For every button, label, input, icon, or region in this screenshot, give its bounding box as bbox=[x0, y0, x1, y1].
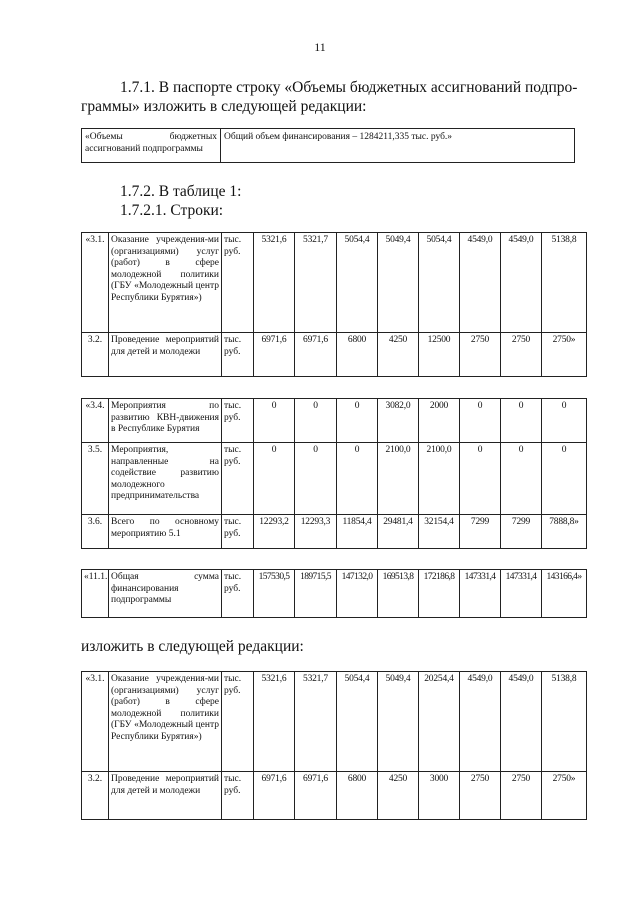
value-cell: 2000 bbox=[419, 399, 460, 443]
row-description: Мероприятия по развитию КВН-движения в Республике Бурятия bbox=[109, 399, 222, 443]
budget-table-d bbox=[81, 671, 587, 820]
row-description: Проведение мероприятий для детей и молодежи bbox=[109, 772, 222, 820]
budget-table-a bbox=[81, 232, 587, 377]
value-cell: 5054,4 bbox=[419, 233, 460, 333]
value-cell: 2750 bbox=[501, 333, 542, 377]
table-row bbox=[82, 515, 587, 549]
value-cell: 6971,6 bbox=[254, 772, 295, 820]
value-cell: 0 bbox=[460, 399, 501, 443]
table-row bbox=[82, 399, 587, 443]
value-cell: 5321,6 bbox=[254, 233, 295, 333]
value-cell: 5321,6 bbox=[254, 672, 295, 772]
value-cell: 20254,4 bbox=[419, 672, 460, 772]
page-number: 11 bbox=[314, 40, 326, 54]
row-unit: тыс. руб. bbox=[222, 570, 254, 618]
row-number: 3.6. bbox=[82, 515, 109, 549]
value-cell: 0 bbox=[337, 443, 378, 515]
value-cell: 5049,4 bbox=[378, 672, 419, 772]
value-cell: 29481,4 bbox=[378, 515, 419, 549]
value-cell: 0 bbox=[337, 399, 378, 443]
paragraph-new-edition: изложить в следующей редакции: bbox=[81, 638, 304, 655]
value-cell: 2750 bbox=[460, 772, 501, 820]
passport-right-cell: Общий объем финансирования – 1284211,335 тыс. руб.» bbox=[221, 129, 575, 163]
value-cell: 32154,4 bbox=[419, 515, 460, 549]
row-description: Проведение мероприятий для детей и молодежи bbox=[109, 333, 222, 377]
value-cell: 6971,6 bbox=[254, 333, 295, 377]
value-cell: 5138,8 bbox=[542, 672, 587, 772]
row-description: Оказание учреждения-ми (организациями) услуг (работ) в сфере молодежной политики (ГБУ «Молодежный центр Республики Бурятия») bbox=[109, 672, 222, 772]
paragraph-1-7-2: 1.7.2. В таблице 1: bbox=[120, 183, 242, 200]
value-cell: 5321,7 bbox=[295, 233, 337, 333]
value-cell: 4250 bbox=[378, 333, 419, 377]
value-cell: 6800 bbox=[337, 333, 378, 377]
row-unit: тыс. руб. bbox=[222, 672, 254, 772]
row-unit: тыс. руб. bbox=[222, 333, 254, 377]
row-number: 3.5. bbox=[82, 443, 109, 515]
budget-table-b bbox=[81, 398, 587, 549]
value-cell: 172186,8 bbox=[419, 570, 460, 618]
passport-table bbox=[81, 128, 575, 163]
value-cell: 2750» bbox=[542, 772, 587, 820]
value-cell: 189715,5 bbox=[295, 570, 337, 618]
value-cell: 3000 bbox=[419, 772, 460, 820]
value-cell: 2100,0 bbox=[419, 443, 460, 515]
table-row bbox=[82, 443, 587, 515]
value-cell: 2750» bbox=[542, 333, 587, 377]
row-description: Общая сумма финансирования подпрограммы bbox=[109, 570, 222, 618]
value-cell: 4549,0 bbox=[501, 233, 542, 333]
value-cell: 5054,4 bbox=[337, 672, 378, 772]
value-cell: 147331,4 bbox=[501, 570, 542, 618]
row-unit: тыс. руб. bbox=[222, 515, 254, 549]
value-cell: 4549,0 bbox=[501, 672, 542, 772]
value-cell: 2750 bbox=[501, 772, 542, 820]
value-cell: 2750 bbox=[460, 333, 501, 377]
value-cell: 5138,8 bbox=[542, 233, 587, 333]
value-cell: 143166,4» bbox=[542, 570, 587, 618]
row-unit: тыс. руб. bbox=[222, 233, 254, 333]
row-unit: тыс. руб. bbox=[222, 772, 254, 820]
value-cell: 0 bbox=[295, 399, 337, 443]
budget-table-c bbox=[81, 569, 587, 618]
value-cell: 0 bbox=[501, 443, 542, 515]
value-cell: 0 bbox=[254, 399, 295, 443]
row-description: Оказание учреждения-ми (организациями) услуг (работ) в сфере молодежной политики (ГБУ «Молодежный центр Республики Бурятия») bbox=[109, 233, 222, 333]
passport-left-cell bbox=[82, 129, 221, 163]
table-row bbox=[82, 333, 587, 377]
value-cell: 0 bbox=[542, 443, 587, 515]
value-cell: 2100,0 bbox=[378, 443, 419, 515]
table-row bbox=[82, 233, 587, 333]
value-cell: 6971,6 bbox=[295, 333, 337, 377]
value-cell: 6800 bbox=[337, 772, 378, 820]
value-cell: 12293,2 bbox=[254, 515, 295, 549]
value-cell: 12500 bbox=[419, 333, 460, 377]
table-row bbox=[82, 772, 587, 820]
row-number: «11.1. bbox=[82, 570, 109, 618]
value-cell: 0 bbox=[254, 443, 295, 515]
value-cell: 4250 bbox=[378, 772, 419, 820]
value-cell: 4549,0 bbox=[460, 672, 501, 772]
table-row bbox=[82, 672, 587, 772]
value-cell: 7888,8» bbox=[542, 515, 587, 549]
value-cell: 147331,4 bbox=[460, 570, 501, 618]
value-cell: 0 bbox=[295, 443, 337, 515]
passport-left-line1: «Объемы бюджетных bbox=[85, 132, 217, 142]
value-cell: 5054,4 bbox=[337, 233, 378, 333]
row-number: «3.1. bbox=[82, 233, 109, 333]
row-unit: тыс. руб. bbox=[222, 443, 254, 515]
value-cell: 147132,0 bbox=[337, 570, 378, 618]
row-number: «3.1. bbox=[82, 672, 109, 772]
paragraph-1-7-2-1: 1.7.2.1. Строки: bbox=[120, 202, 224, 219]
value-cell: 157530,5 bbox=[254, 570, 295, 618]
value-cell: 12293,3 bbox=[295, 515, 337, 549]
row-description: Всего по основному мероприятию 5.1 bbox=[109, 515, 222, 549]
passport-left-line2: ассигнований подпрограммы bbox=[85, 143, 203, 154]
value-cell: 0 bbox=[460, 443, 501, 515]
row-number: «3.4. bbox=[82, 399, 109, 443]
value-cell: 6971,6 bbox=[295, 772, 337, 820]
paragraph-1-7-1-line2: граммы» изложить в следующей редакции: bbox=[81, 98, 367, 115]
value-cell: 5049,4 bbox=[378, 233, 419, 333]
value-cell: 5321,7 bbox=[295, 672, 337, 772]
value-cell: 169513,8 bbox=[378, 570, 419, 618]
row-unit: тыс. руб. bbox=[222, 399, 254, 443]
value-cell: 4549,0 bbox=[460, 233, 501, 333]
row-number: 3.2. bbox=[82, 333, 109, 377]
value-cell: 7299 bbox=[501, 515, 542, 549]
row-number: 3.2. bbox=[82, 772, 109, 820]
row-description: Мероприятия, направленные на содействие развитию молодежного предпринимательства bbox=[109, 443, 222, 515]
value-cell: 7299 bbox=[460, 515, 501, 549]
value-cell: 11854,4 bbox=[337, 515, 378, 549]
table-row bbox=[82, 570, 587, 618]
paragraph-1-7-1-line1: 1.7.1. В паспорте строку «Объемы бюджетных ассигнований подпро- bbox=[120, 79, 578, 96]
value-cell: 0 bbox=[542, 399, 587, 443]
value-cell: 3082,0 bbox=[378, 399, 419, 443]
value-cell: 0 bbox=[501, 399, 542, 443]
